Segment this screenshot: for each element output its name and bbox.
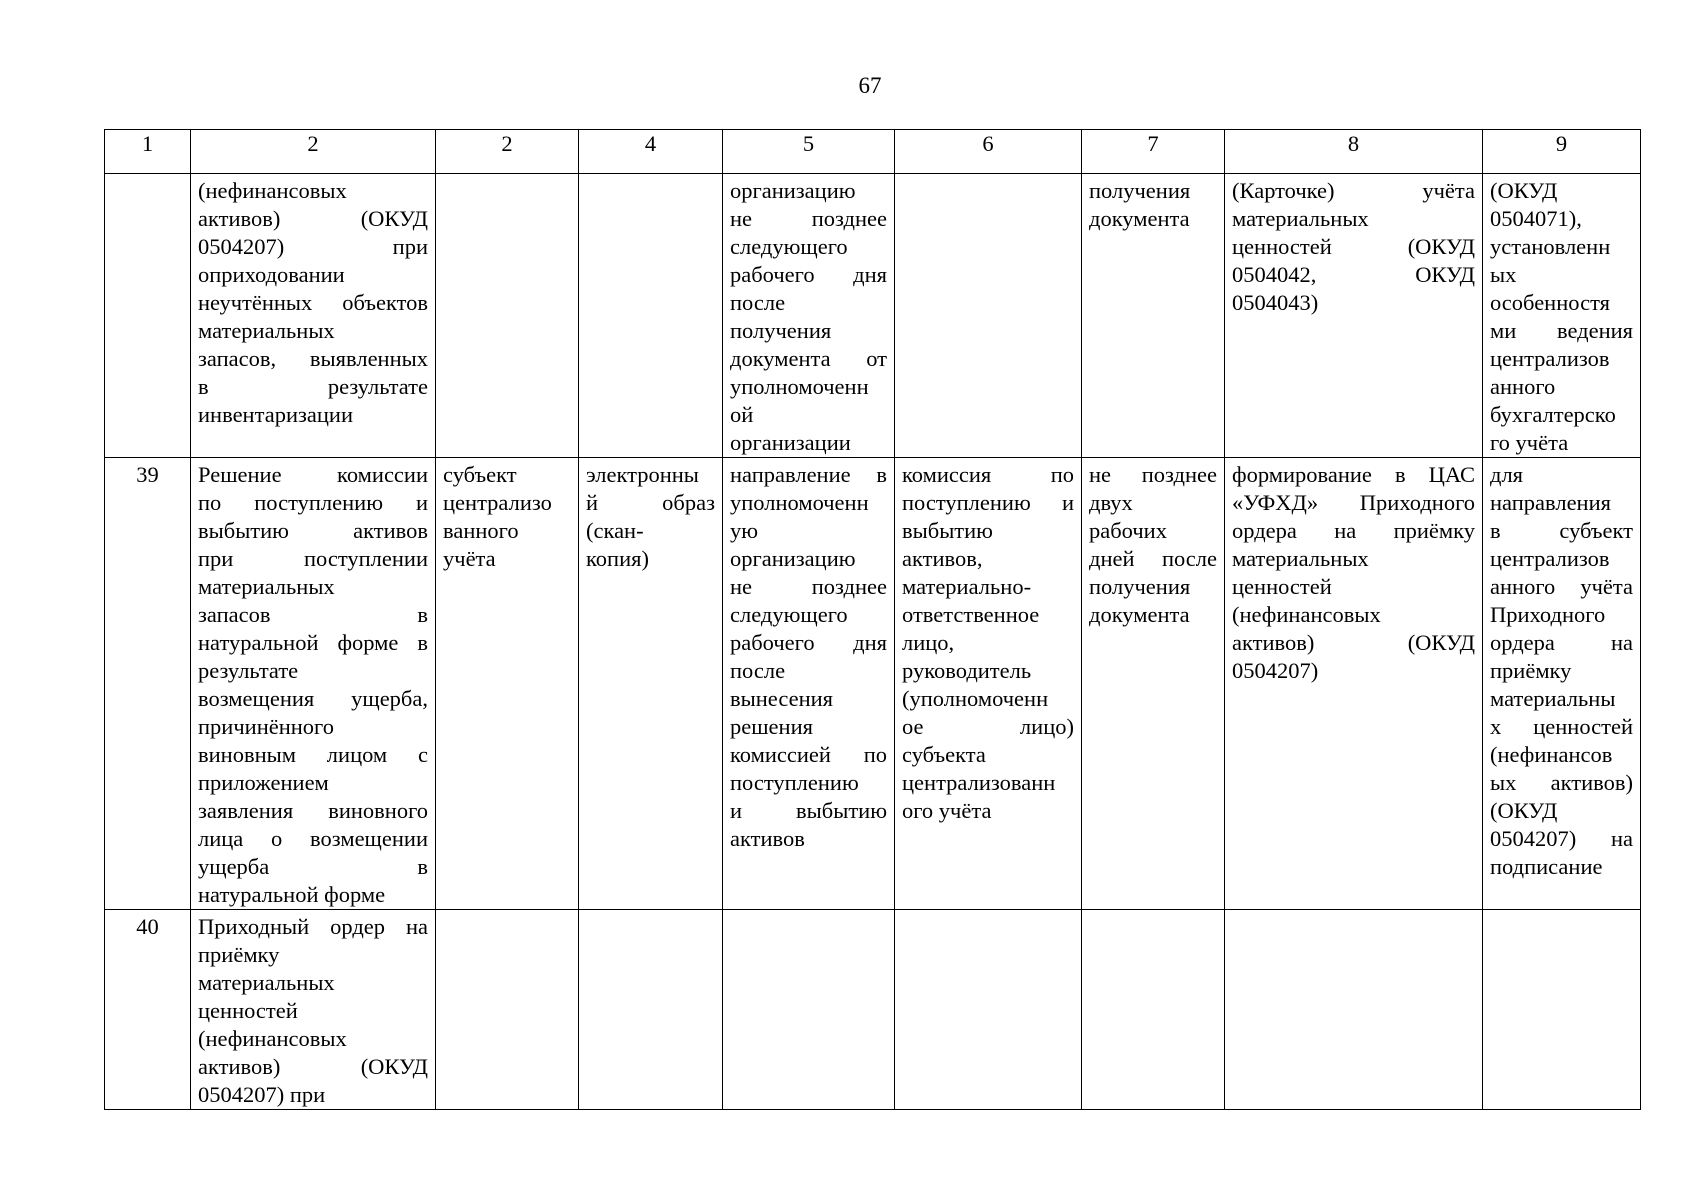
cell-text-line: документа от [730, 346, 887, 371]
table-cell-col-6 [895, 458, 1082, 910]
cell-text-line: запасов, выявленных [198, 346, 428, 371]
page-number: 67 [858, 73, 882, 98]
cell-text-line: запасов в [198, 602, 428, 627]
cell-text-line: вынесения [730, 686, 834, 711]
table-cell-col-3 [436, 174, 579, 458]
cell-text [1483, 910, 1640, 913]
cell-text-line: организацию [730, 178, 856, 203]
cell-text-line: анного [1490, 374, 1556, 399]
cell-text-line: ванного [443, 518, 519, 543]
cell-text-line: ых [1490, 262, 1517, 287]
cell-text-line: централизованн [902, 770, 1056, 795]
header-cell-col-2: 2 [191, 130, 436, 174]
cell-text-line: приложением [198, 770, 329, 795]
cell-text [436, 458, 578, 573]
cell-text [723, 174, 894, 457]
cell-text-line: не позднее [1089, 462, 1217, 487]
cell-text-line: 0504207) при [198, 1082, 326, 1107]
table-row [105, 174, 1641, 458]
cell-text [579, 458, 722, 573]
cell-text-line: организации [730, 430, 851, 455]
cell-text [191, 458, 435, 909]
cell-text-line: 0504207) [1232, 658, 1319, 683]
cell-text-line: комиссией по [730, 742, 887, 767]
cell-text-line: организацию [730, 546, 856, 571]
cell-text-line: копия) [586, 546, 649, 571]
cell-text-line: (нефинансовых [198, 178, 347, 203]
cell-text-line: 0504071), [1490, 206, 1582, 231]
table-cell-col-5 [723, 458, 895, 910]
cell-text-line: субъект [443, 462, 517, 487]
cell-text-line: направление в [730, 462, 887, 487]
table-row [105, 458, 1641, 910]
table-cell-col-3 [436, 458, 579, 910]
cell-text-line: ми ведения [1490, 318, 1633, 343]
cell-text [1225, 458, 1482, 685]
table-cell-col-2 [191, 174, 436, 458]
cell-text-line: ценностей (ОКУД [1232, 234, 1475, 259]
header-cell-col-9: 9 [1483, 130, 1641, 174]
cell-text [1483, 174, 1640, 457]
table-cell-col-7 [1082, 174, 1225, 458]
cell-text-line: в результате [198, 374, 428, 399]
cell-text-line: материальны [1490, 686, 1616, 711]
cell-text-line: лицо, [902, 630, 955, 655]
cell-text-line: рабочих [1089, 518, 1167, 543]
cell-text-line: материальных [198, 318, 335, 343]
cell-text-line: ого учёта [902, 798, 992, 823]
cell-text-line: 0504042, ОКУД [1232, 262, 1475, 287]
cell-text-line: ценностей [1232, 574, 1332, 599]
table-cell-col-2 [191, 910, 436, 1110]
cell-text-line: оприходовании [198, 262, 345, 287]
cell-text-line: руководитель [902, 658, 1032, 683]
cell-text [105, 458, 190, 489]
table-cell-col-8 [1225, 458, 1483, 910]
cell-text-line: натуральной форме [198, 882, 386, 907]
cell-text-line: материальных [198, 970, 335, 995]
cell-text-line: при поступлении [198, 546, 428, 571]
cell-text-line: инвентаризации [198, 402, 353, 427]
cell-text [723, 910, 894, 913]
cell-text-line: (нефинансов [1490, 742, 1613, 767]
cell-text [1225, 174, 1482, 317]
cell-text-line: комиссия по [902, 462, 1074, 487]
cell-text-line: ордера на приёмку [1232, 518, 1475, 543]
table-cell-col-7 [1082, 910, 1225, 1110]
table-cell-col-5 [723, 910, 895, 1110]
cell-text-line: подписание [1490, 854, 1603, 879]
table-cell-col-9 [1483, 174, 1641, 458]
cell-text [579, 174, 722, 177]
table-cell-col-6 [895, 174, 1082, 458]
cell-text-line: (нефинансовых [1232, 602, 1381, 627]
cell-text-line: ответственное [902, 602, 1040, 627]
cell-text-line: 0504207) при [198, 234, 428, 259]
cell-text-line: после [730, 658, 786, 683]
cell-text-line: направления [1490, 490, 1611, 515]
cell-text-line: 0504207) на [1490, 826, 1633, 851]
cell-text [191, 910, 435, 1109]
cell-text-line: и выбытию [730, 798, 887, 823]
cell-text-line: активов) (ОКУД [1232, 630, 1475, 655]
document-table [104, 129, 1641, 1110]
cell-text-line: следующего [730, 234, 848, 259]
cell-text-line: х ценностей [1490, 714, 1633, 739]
cell-text [895, 910, 1081, 913]
cell-text-line: уполномоченн [730, 374, 869, 399]
table-cell-col-1 [105, 910, 191, 1110]
cell-text-line: ущерба в [198, 854, 428, 879]
cell-text-line: активов) (ОКУД [198, 1054, 428, 1079]
cell-text-line: (нефинансовых [198, 1026, 347, 1051]
table-row [105, 910, 1641, 1110]
cell-text-line: лица о возмещении [198, 826, 428, 851]
table-cell-col-9 [1483, 910, 1641, 1110]
cell-text-line: неучтённых объектов [198, 290, 428, 315]
cell-text-line: уполномоченн [730, 490, 869, 515]
cell-text-line: документа [1089, 206, 1190, 231]
table-cell-col-4 [579, 910, 723, 1110]
table-body [105, 130, 1641, 1110]
cell-text-line: учёта [443, 546, 496, 571]
cell-text-line: не позднее [730, 574, 887, 599]
cell-text-line: не позднее [730, 206, 887, 231]
cell-text-line: ое лицо) [902, 714, 1074, 739]
cell-text-line: (уполномоченн [902, 686, 1049, 711]
cell-text [1483, 458, 1640, 881]
cell-text-line: (Карточке) учёта [1232, 178, 1475, 203]
cell-text-line: ой [730, 402, 754, 427]
table-cell-col-5 [723, 174, 895, 458]
cell-text [895, 458, 1081, 825]
cell-text-line: ых активов) [1490, 770, 1633, 795]
cell-text-line: двух [1089, 490, 1133, 515]
cell-text-line: поступлению [730, 770, 859, 795]
cell-text-line: дней после [1089, 546, 1217, 571]
cell-text-line: решения [730, 714, 813, 739]
table-cell-col-8 [1225, 174, 1483, 458]
cell-text-line: результате [198, 658, 299, 683]
cell-text-line: (ОКУД [1490, 178, 1558, 203]
cell-text-line: приёмку [198, 942, 280, 967]
table-cell-col-3 [436, 910, 579, 1110]
header-cell-col-1: 1 [105, 130, 191, 174]
cell-text-line: после [730, 290, 786, 315]
table-cell-col-4 [579, 458, 723, 910]
cell-text-line: материальных [1232, 546, 1369, 571]
cell-text-line: выбытию [902, 518, 993, 543]
cell-text [436, 910, 578, 913]
cell-text [1225, 910, 1482, 913]
cell-text [1082, 458, 1224, 629]
cell-text-line: выбытию активов [198, 518, 428, 543]
cell-text [191, 174, 435, 429]
cell-text [436, 174, 578, 177]
table-cell-col-6 [895, 910, 1082, 1110]
cell-text-line: электронны [586, 462, 699, 487]
header-cell-col-6: 6 [895, 130, 1082, 174]
cell-text-line: активов [730, 826, 805, 851]
cell-text-line: субъекта [902, 742, 986, 767]
cell-text-line: (ОКУД [1490, 798, 1558, 823]
header-cell-col-8: 8 [1225, 130, 1483, 174]
cell-text-line: 39 [136, 462, 159, 487]
cell-text [579, 910, 722, 913]
cell-text-line: формирование в ЦАС [1232, 462, 1475, 487]
cell-text-line: натуральной форме в [198, 630, 428, 655]
cell-text-line: активов) (ОКУД [198, 206, 428, 231]
cell-text-line: централизов [1490, 346, 1610, 371]
cell-text-line: возмещения ущерба, [198, 686, 428, 711]
cell-text-line: документа [1089, 602, 1190, 627]
table-cell-col-7 [1082, 458, 1225, 910]
cell-text-line: Приходный ордер на [198, 914, 428, 939]
header-cell-col-4: 4 [579, 130, 723, 174]
header-row [105, 130, 1641, 174]
cell-text-line: активов, [902, 546, 983, 571]
table-cell-col-9 [1483, 458, 1641, 910]
cell-text-line: в субъект [1490, 518, 1633, 543]
cell-text [105, 174, 190, 177]
table-cell-col-2 [191, 458, 436, 910]
cell-text-line: причинённого [198, 714, 334, 739]
cell-text-line: «УФХД» Приходного [1232, 490, 1475, 515]
cell-text-line: рабочего дня [730, 262, 887, 287]
cell-text [723, 458, 894, 853]
cell-text-line: централизо [443, 490, 552, 515]
cell-text-line: ордера на [1490, 630, 1633, 655]
cell-text-line: бухгалтерско [1490, 402, 1616, 427]
cell-text-line: 0504043) [1232, 290, 1319, 315]
cell-text-line: поступлению и [902, 490, 1074, 515]
cell-text-line: приёмку [1490, 658, 1572, 683]
cell-text [1082, 910, 1224, 913]
cell-text [1082, 174, 1224, 233]
cell-text-line: материально- [902, 574, 1032, 599]
cell-text-line: для [1490, 462, 1524, 487]
header-cell-col-3: 2 [436, 130, 579, 174]
cell-text-line: установленн [1490, 234, 1611, 259]
cell-text-line: Решение комиссии [198, 462, 428, 487]
cell-text-line: виновным лицом с [198, 742, 428, 767]
table-cell-col-1 [105, 458, 191, 910]
cell-text-line: следующего [730, 602, 848, 627]
header-cell-col-7: 7 [1082, 130, 1225, 174]
cell-text-line: (скан- [586, 518, 644, 543]
cell-text-line: централизов [1490, 546, 1610, 571]
table-cell-col-1 [105, 174, 191, 458]
table-cell-col-8 [1225, 910, 1483, 1110]
cell-text [895, 174, 1081, 177]
cell-text-line: заявления виновного [198, 798, 428, 823]
cell-text-line: анного учёта [1490, 574, 1633, 599]
cell-text-line: ую [730, 518, 759, 543]
cell-text-line: получения [730, 318, 832, 343]
table-cell-col-4 [579, 174, 723, 458]
cell-text-line: й образ [586, 490, 715, 515]
cell-text-line: 40 [136, 914, 159, 939]
cell-text-line: получения [1089, 178, 1191, 203]
cell-text-line: рабочего дня [730, 630, 887, 655]
cell-text-line: получения [1089, 574, 1191, 599]
cell-text-line: особенностя [1490, 290, 1610, 315]
cell-text-line: по поступлению и [198, 490, 428, 515]
header-cell-col-5: 5 [723, 130, 895, 174]
cell-text-line: материальных [198, 574, 335, 599]
cell-text-line: материальных [1232, 206, 1369, 231]
cell-text-line: ценностей [198, 998, 298, 1023]
cell-text-line: го учёта [1490, 430, 1569, 455]
cell-text [105, 910, 190, 941]
cell-text-line: Приходного [1490, 602, 1606, 627]
